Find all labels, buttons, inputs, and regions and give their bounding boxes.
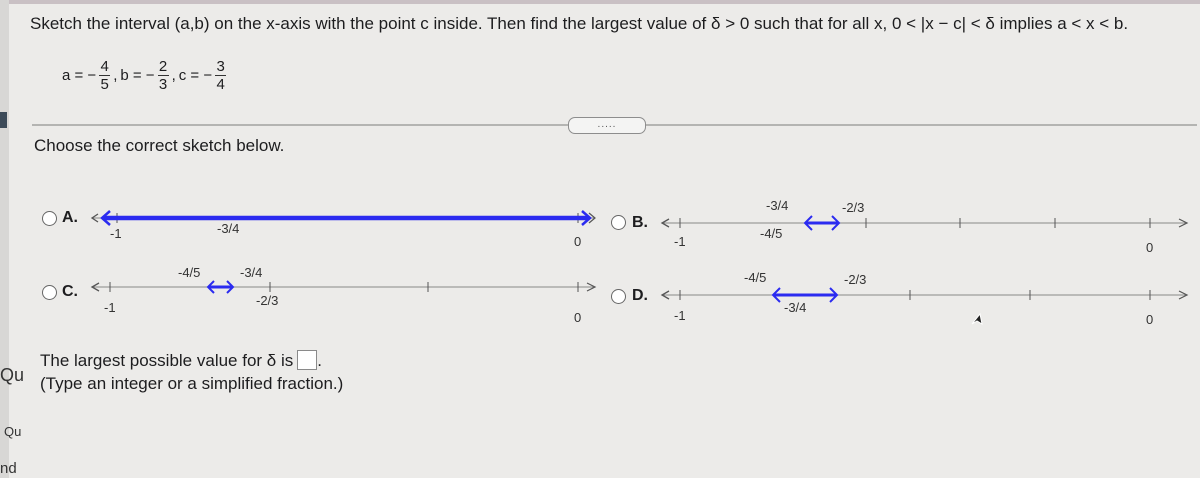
option-a-radio[interactable] bbox=[42, 211, 57, 226]
tick-label: -1 bbox=[104, 300, 116, 315]
comma: , bbox=[171, 67, 176, 84]
tick-label: -1 bbox=[110, 226, 122, 241]
tick-label: -2/3 bbox=[842, 200, 865, 215]
edge-label-2: Qu bbox=[4, 424, 22, 439]
tick-label: -1 bbox=[674, 234, 686, 249]
tick-label: -3/4 bbox=[217, 221, 240, 236]
answer-hint: (Type an integer or a simplified fraction.) bbox=[40, 374, 344, 393]
option-d-number-line[interactable] bbox=[660, 268, 1200, 328]
option-a-label[interactable]: A. bbox=[62, 209, 78, 226]
b-numerator: 2 bbox=[158, 58, 168, 75]
option-b-radio[interactable] bbox=[611, 215, 626, 230]
option-a-number-line[interactable] bbox=[90, 196, 602, 256]
tick-label: -3/4 bbox=[240, 265, 263, 280]
tick-label: -3/4 bbox=[766, 198, 789, 213]
tick-label: 0 bbox=[574, 234, 582, 249]
expand-more-button[interactable]: ..... bbox=[568, 117, 646, 134]
option-c-number-line[interactable] bbox=[90, 262, 602, 322]
parameter-values bbox=[62, 58, 226, 93]
b-label: b = − bbox=[120, 67, 155, 84]
c-label: c = − bbox=[178, 67, 213, 84]
tick-label: -4/5 bbox=[178, 265, 201, 280]
b-fraction bbox=[158, 58, 169, 93]
top-accent-bar bbox=[0, 0, 1200, 4]
edge-label-1: Qu bbox=[0, 365, 25, 385]
c-numerator: 3 bbox=[216, 58, 225, 75]
option-c-label[interactable]: C. bbox=[62, 283, 78, 300]
b-denominator: 3 bbox=[158, 76, 168, 93]
tick-label: -3/4 bbox=[784, 300, 807, 315]
left-panel-edge bbox=[0, 0, 9, 478]
a-numerator: 4 bbox=[100, 58, 109, 75]
left-panel-tab[interactable] bbox=[0, 112, 7, 128]
a-denominator: 5 bbox=[100, 76, 109, 93]
tick-label: -4/5 bbox=[744, 270, 767, 285]
comma: , bbox=[113, 67, 118, 84]
tick-label: -2/3 bbox=[256, 293, 279, 308]
option-d-radio[interactable] bbox=[611, 289, 626, 304]
answer-prompt: The largest possible value for δ is bbox=[40, 351, 294, 370]
option-b-number-line[interactable] bbox=[660, 196, 1200, 256]
tick-label: 0 bbox=[1146, 312, 1154, 327]
c-denominator: 4 bbox=[216, 76, 225, 93]
c-fraction bbox=[215, 58, 226, 93]
tick-label: 0 bbox=[1146, 240, 1154, 255]
tick-label: 0 bbox=[574, 310, 582, 322]
tick-label: -2/3 bbox=[844, 272, 867, 287]
answer-row bbox=[40, 350, 322, 371]
choose-instruction: Choose the correct sketch below. bbox=[34, 136, 285, 155]
tick-label: -1 bbox=[674, 308, 686, 323]
mouse-cursor-icon bbox=[970, 312, 986, 332]
a-label: a = − bbox=[62, 67, 97, 84]
answer-input[interactable] bbox=[297, 350, 317, 370]
option-c-radio[interactable] bbox=[42, 285, 57, 300]
edge-label-3: nd bbox=[0, 460, 17, 477]
a-fraction bbox=[99, 58, 110, 93]
question-prompt: Sketch the interval (a,b) on the x-axis with the point c inside. Then find the largest value of δ > 0 such that for all x, 0 < |x − c| < δ implies a < x < b. bbox=[30, 14, 1129, 33]
tick-label: -4/5 bbox=[760, 226, 783, 241]
option-b-label[interactable]: B. bbox=[632, 214, 648, 231]
option-d-label[interactable]: D. bbox=[632, 287, 648, 304]
answer-period: . bbox=[317, 351, 322, 370]
